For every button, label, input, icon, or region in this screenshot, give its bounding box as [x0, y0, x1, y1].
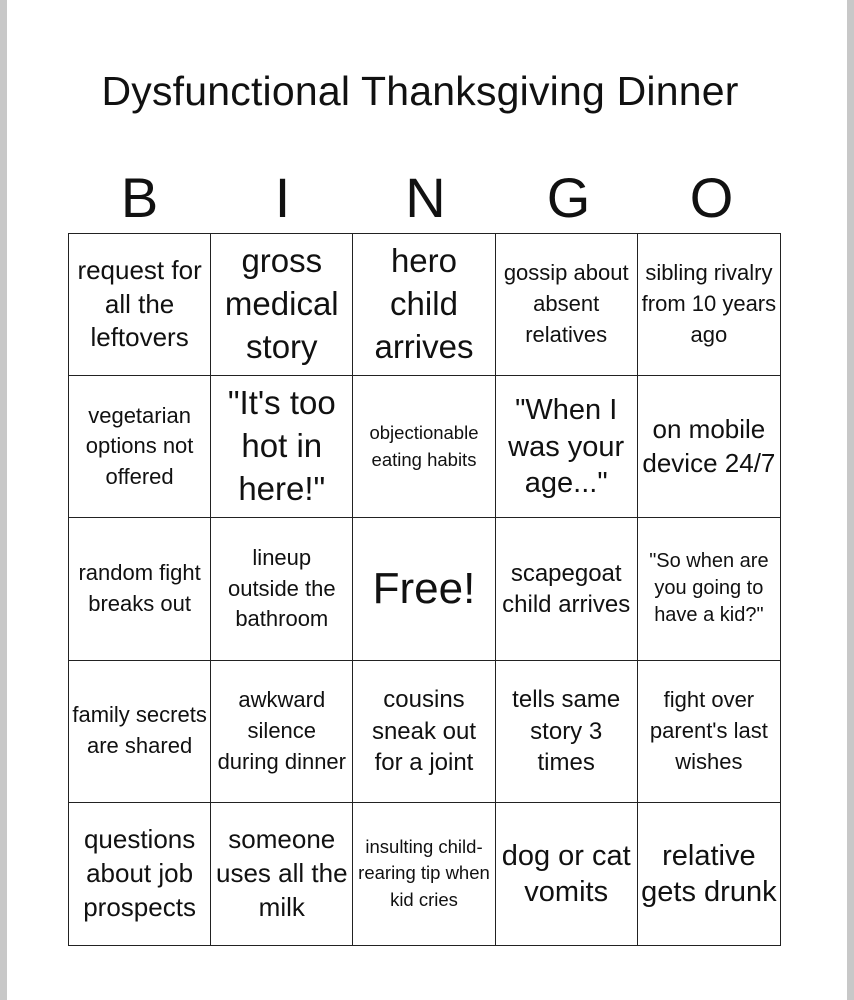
- bingo-cell[interactable]: scapegoat child arrives: [496, 518, 638, 660]
- bingo-grid: [68, 233, 781, 946]
- card-title: Dysfunctional Thanksgiving Dinner: [101, 68, 739, 114]
- free-space[interactable]: Free!: [353, 518, 495, 660]
- header-letter-o: O: [689, 166, 734, 229]
- bingo-cell[interactable]: sibling rivalry from 10 years ago: [638, 234, 780, 376]
- bingo-cell[interactable]: fight over parent's last wishes: [638, 661, 780, 803]
- bingo-cell[interactable]: random fight breaks out: [69, 518, 211, 660]
- bingo-cell[interactable]: someone uses all the milk: [211, 803, 353, 945]
- bingo-cell[interactable]: cousins sneak out for a joint: [353, 661, 495, 803]
- bingo-cell[interactable]: objectionable eating habits: [353, 376, 495, 518]
- bingo-cell[interactable]: "So when are you going to have a kid?": [638, 518, 780, 660]
- bingo-cell[interactable]: vegetarian options not offered: [69, 376, 211, 518]
- bingo-cell[interactable]: questions about job prospects: [69, 803, 211, 945]
- header-letter-n: N: [405, 166, 446, 229]
- bingo-cell[interactable]: dog or cat vomits: [496, 803, 638, 945]
- header-letter-g: G: [546, 166, 591, 229]
- bingo-cell[interactable]: request for all the leftovers: [69, 234, 211, 376]
- bingo-cell[interactable]: tells same story 3 times: [496, 661, 638, 803]
- bingo-cell[interactable]: "It's too hot in here!": [211, 376, 353, 518]
- bingo-cell[interactable]: gossip about absent relatives: [496, 234, 638, 376]
- bingo-cell[interactable]: relative gets drunk: [641, 839, 777, 908]
- bingo-cell[interactable]: on mobile device 24/7: [638, 376, 780, 518]
- header-letter-i: I: [274, 166, 291, 229]
- bingo-cell[interactable]: "When I was your age...": [496, 376, 638, 518]
- bingo-cell[interactable]: hero child arrives: [353, 234, 495, 376]
- bingo-header: [68, 165, 783, 229]
- bingo-cell[interactable]: insulting child-rearing tip when kid cries: [353, 803, 495, 945]
- bingo-cell[interactable]: family secrets are shared: [69, 661, 211, 803]
- bingo-cell[interactable]: gross medical story: [211, 234, 353, 376]
- bingo-cell[interactable]: awkward silence during dinner: [211, 661, 353, 803]
- header-letter-b: B: [120, 166, 159, 229]
- bingo-cell[interactable]: lineup outside the bathroom: [211, 518, 353, 660]
